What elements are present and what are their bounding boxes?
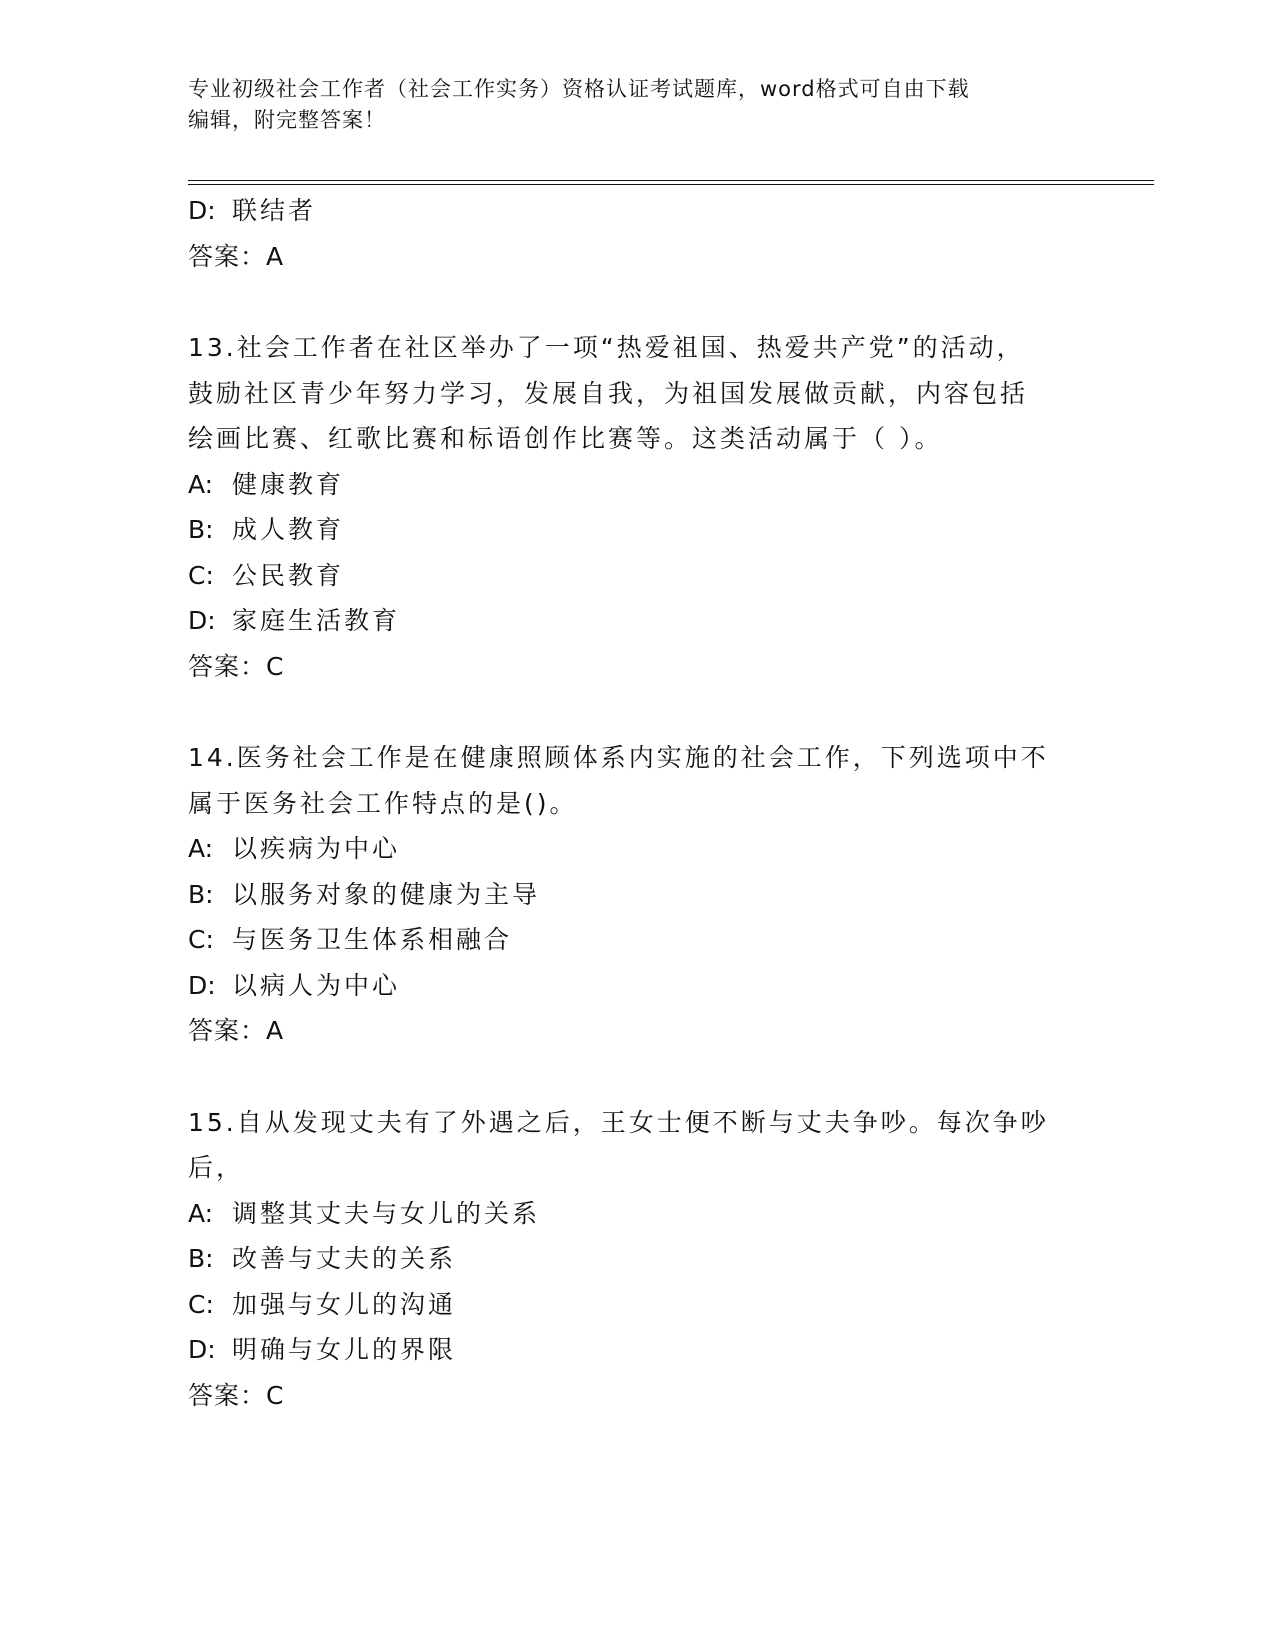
option-text: 明确与女儿的界限 (232, 1335, 457, 1364)
question-14-option-b (188, 872, 1088, 918)
question-14 (188, 735, 1088, 1054)
question-content (188, 188, 1088, 1418)
prev-answer: 答案：A (188, 241, 285, 271)
question-14-option-a (188, 826, 1088, 872)
option-key: D: (188, 196, 216, 225)
option-key: B: (188, 879, 214, 909)
option-text: 联结者 (232, 196, 317, 225)
page-header (188, 74, 1088, 136)
question-13-answer: 答案：C (188, 651, 285, 681)
question-13-line-1: 13.社会工作者在社区举办了一项“热爱祖国、热爱共产党”的活动， (188, 333, 1025, 362)
question-13-line-2: 鼓励社区青少年努力学习，发展自我，为祖国发展做贡献，内容包括 (188, 378, 1029, 408)
question-14-option-d (188, 963, 1088, 1009)
header-rule-thick (188, 184, 1154, 185)
option-key: B: (188, 1244, 214, 1273)
question-13-option-c (188, 553, 1088, 599)
option-text: 调整其丈夫与女儿的关系 (232, 1198, 541, 1228)
question-15 (188, 1100, 1088, 1419)
option-key: C: (188, 1289, 214, 1319)
question-15-option-c (188, 1282, 1088, 1328)
option-text: 以病人为中心 (232, 970, 401, 1000)
option-key: C: (188, 560, 214, 590)
question-14-line-1: 14.医务社会工作是在健康照顾体系内实施的社会工作，下列选项中不 (188, 743, 1049, 772)
spacer (188, 689, 1088, 735)
option-text: 家庭生活教育 (232, 606, 401, 635)
prev-option-d (188, 188, 1088, 234)
option-key: D: (188, 970, 216, 1000)
question-15-option-a (188, 1191, 1088, 1237)
option-key: C: (188, 925, 214, 954)
option-key: A: (188, 834, 214, 863)
question-15-answer: 答案：C (188, 1380, 285, 1410)
question-13-option-b (188, 507, 1088, 553)
option-key: D: (188, 1335, 216, 1364)
question-14-line-2: 属于医务社会工作特点的是()。 (188, 788, 578, 818)
question-15-option-d (188, 1327, 1088, 1373)
question-13-option-a (188, 462, 1088, 508)
header-line-2: 编辑，附完整答案！ (188, 108, 386, 132)
option-text: 以服务对象的健康为主导 (232, 879, 541, 909)
option-key: A: (188, 469, 214, 499)
option-text: 加强与女儿的沟通 (232, 1289, 457, 1319)
question-14-answer: 答案：A (188, 1016, 285, 1045)
header-line-1: 专业初级社会工作者（社会工作实务）资格认证考试题库，word格式可自由下载 (188, 77, 970, 101)
option-text: 改善与丈夫的关系 (232, 1244, 457, 1273)
spacer (188, 1054, 1088, 1100)
spacer (188, 279, 1088, 325)
question-14-option-c (188, 917, 1088, 963)
option-text: 与医务卫生体系相融合 (232, 925, 513, 954)
question-13-line-3: 绘画比赛、红歌比赛和标语创作比赛等。这类活动属于（ ）。 (188, 424, 943, 453)
question-15-line-1: 15.自从发现丈夫有了外遇之后，王女士便不断与丈夫争吵。每次争吵 (188, 1107, 1049, 1137)
option-key: D: (188, 606, 216, 635)
option-key: B: (188, 515, 214, 544)
option-text: 以疾病为中心 (232, 834, 401, 863)
question-13 (188, 325, 1088, 689)
option-text: 健康教育 (232, 469, 345, 499)
option-text: 公民教育 (232, 560, 345, 590)
option-key: A: (188, 1198, 214, 1228)
question-15-option-b (188, 1236, 1088, 1282)
question-13-option-d (188, 598, 1088, 644)
header-rule-thin (188, 180, 1154, 181)
option-text: 成人教育 (232, 515, 345, 544)
question-15-line-2: 后， (188, 1153, 245, 1182)
